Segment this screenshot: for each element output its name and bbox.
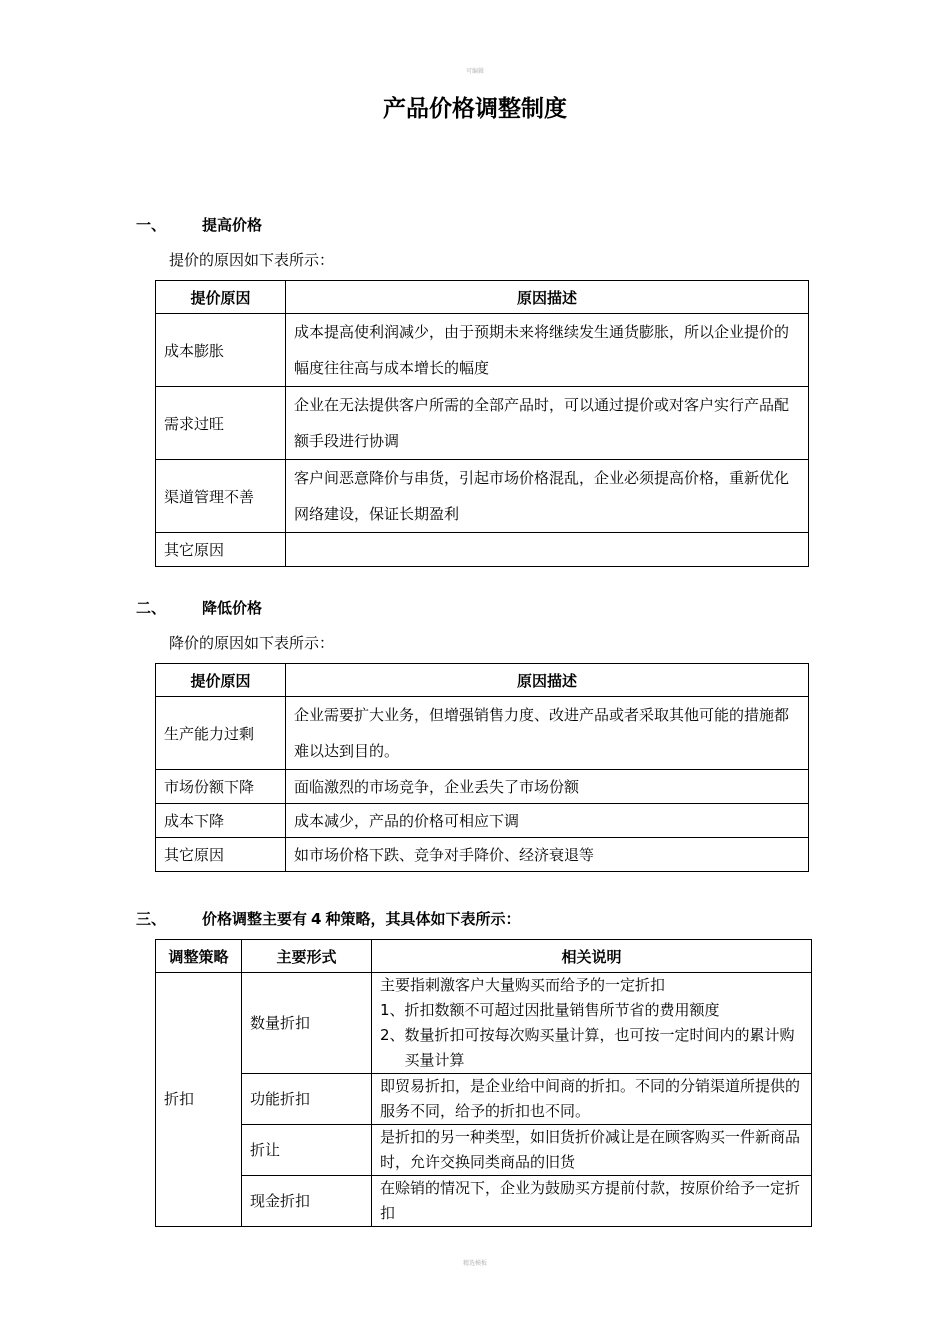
reason-cell: 成本膨胀 xyxy=(156,314,286,387)
footer-watermark: 精选模板 xyxy=(462,1260,487,1267)
strategy-table xyxy=(155,939,812,1227)
table-row xyxy=(156,460,809,533)
form-cell: 折让 xyxy=(242,1125,372,1176)
reason-cell: 需求过旺 xyxy=(156,387,286,460)
section-3-number: 三、 xyxy=(136,910,167,928)
list-item xyxy=(380,1023,803,1073)
raise-price-table xyxy=(155,280,809,567)
form-cell: 现金折扣 xyxy=(242,1176,372,1227)
list-text: 折扣数额不可超过因批量销售所节省的费用额度 xyxy=(404,1001,720,1019)
form-cell: 功能折扣 xyxy=(242,1074,372,1125)
table-row xyxy=(156,533,809,567)
table-row xyxy=(156,1176,812,1227)
description-cell: 在赊销的情况下，企业为鼓励买方提前付款，按原价给予一定折扣 xyxy=(372,1176,812,1227)
section-3-heading xyxy=(136,908,520,929)
table-row xyxy=(156,973,812,1074)
description-cell: 客户间恶意降价与串货，引起市场价格混乱，企业必须提高价格，重新优化网络建设，保证长期盈利 xyxy=(286,460,809,533)
description-cell: 企业需要扩大业务，但增强销售力度、改进产品或者采取其他可能的措施都难以达到目的。 xyxy=(286,697,809,770)
form-cell: 数量折扣 xyxy=(242,973,372,1074)
column-header: 主要形式 xyxy=(242,940,372,973)
lower-price-table xyxy=(155,663,809,872)
section-3-title-post: 种策略，其具体如下表所示： xyxy=(325,910,521,928)
section-1-heading xyxy=(136,214,262,235)
column-header: 提价原因 xyxy=(156,281,286,314)
description-cell: 成本减少，产品的价格可相应下调 xyxy=(286,804,809,838)
description-cell xyxy=(286,533,809,567)
strategy-cell: 折扣 xyxy=(156,973,242,1227)
reason-cell: 成本下降 xyxy=(156,804,286,838)
description-cell: 面临激烈的市场竞争，企业丢失了市场份额 xyxy=(286,770,809,804)
reason-cell: 市场份额下降 xyxy=(156,770,286,804)
table-header-row xyxy=(156,281,809,314)
table-row xyxy=(156,387,809,460)
section-1-intro: 提价的原因如下表所示： xyxy=(169,251,335,269)
description-cell xyxy=(372,973,812,1074)
table-header-row xyxy=(156,940,812,973)
section-2-title: 降低价格 xyxy=(202,599,263,617)
section-3-title-count: 4 xyxy=(311,910,322,928)
column-header: 原因描述 xyxy=(286,664,809,697)
reason-cell: 渠道管理不善 xyxy=(156,460,286,533)
table-row xyxy=(156,770,809,804)
list-number: 1、 xyxy=(380,1001,405,1019)
page-title: 产品价格调整制度 xyxy=(383,96,567,122)
reason-cell: 其它原因 xyxy=(156,838,286,872)
description-cell: 企业在无法提供客户所需的全部产品时，可以通过提价或对客户实行产品配额手段进行协调 xyxy=(286,387,809,460)
section-1-number: 一、 xyxy=(136,216,167,234)
column-header: 相关说明 xyxy=(372,940,812,973)
list-text: 数量折扣可按每次购买量计算，也可按一定时间内的累计购买量计算 xyxy=(404,1026,795,1069)
description-cell: 即贸易折扣，是企业给中间商的折扣。不同的分销渠道所提供的服务不同，给予的折扣也不同。 xyxy=(372,1074,812,1125)
description-cell: 如市场价格下跌、竞争对手降价、经济衰退等 xyxy=(286,838,809,872)
description-lead: 主要指刺激客户大量购买而给予的一定折扣 xyxy=(380,976,666,994)
table-row xyxy=(156,804,809,838)
table-header-row xyxy=(156,664,809,697)
reason-cell: 其它原因 xyxy=(156,533,286,567)
reason-cell: 生产能力过剩 xyxy=(156,697,286,770)
list-item xyxy=(380,998,803,1023)
table-row xyxy=(156,314,809,387)
table-row xyxy=(156,697,809,770)
column-header: 提价原因 xyxy=(156,664,286,697)
section-2-number: 二、 xyxy=(136,599,167,617)
table-row xyxy=(156,1125,812,1176)
header-watermark: 可编辑 xyxy=(465,68,484,75)
section-2-heading xyxy=(136,597,262,618)
column-header: 调整策略 xyxy=(156,940,242,973)
table-row xyxy=(156,838,809,872)
section-3-title-pre: 价格调整主要有 xyxy=(202,910,308,928)
list-number: 2、 xyxy=(380,1026,405,1044)
table-row xyxy=(156,1074,812,1125)
description-cell: 成本提高使利润减少，由于预期未来将继续发生通货膨胀，所以企业提价的幅度往往高与成本增长的幅度 xyxy=(286,314,809,387)
column-header: 原因描述 xyxy=(286,281,809,314)
description-cell: 是折扣的另一种类型，如旧货折价减让是在顾客购买一件新商品时，允许交换同类商品的旧货 xyxy=(372,1125,812,1176)
section-1-title: 提高价格 xyxy=(202,216,263,234)
section-2-intro: 降价的原因如下表所示： xyxy=(169,634,335,652)
